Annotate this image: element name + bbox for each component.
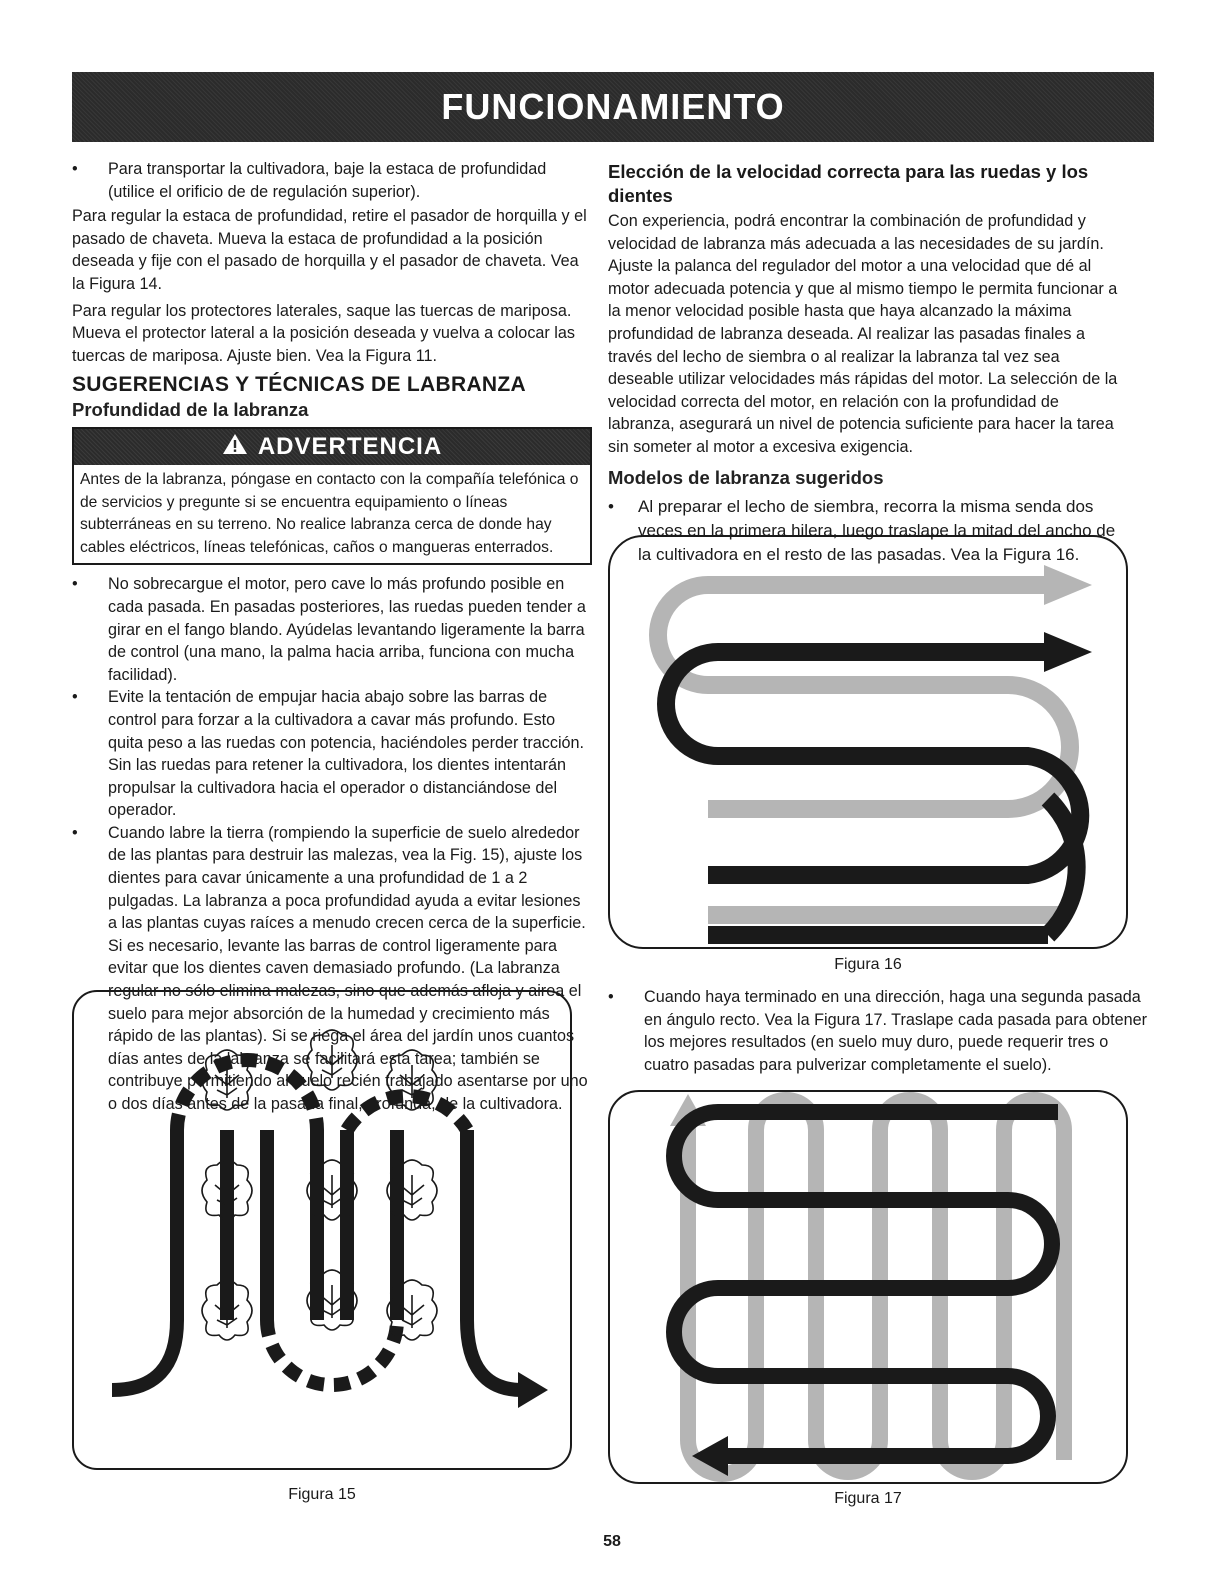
speed-paragraph: Con experiencia, podrá encontrar la combinación de profundidad y velocidad de labranza más adecuada a las necesidades de su jardín. Ajuste la palanca del regulador del motor a una velocidad que dé al motor adecuada potencia y que al mismo tiempo le permita funcionar a la menor velocidad posible hasta que haya alcanzado la máxima profundidad de labranza deseada. Al realizar las pasadas finales a través del lecho de siembra o al realizar la labranza tal vez sea deseable utilizar velocidades más rápidas del motor. La selección de la velocidad correcta del motor, en relación con la profundidad de labranza, asegurará un nivel de potencia suficiente para hacer la tarea sin someter al motor a excesiva exigencia. xyxy=(608,212,1118,456)
warning-header xyxy=(74,429,590,465)
tip-bullet-cultivate: • Cuando labre la tierra (rompiendo la superficie de suelo alrededor de las plantas para destruir las malezas, vea la Fig. 15), ajuste los dientes para cavar únicamente a una profundidad de 1 a 2 pulgadas. La labranza a poca profundidad ayuda a evitar lesiones a las plantas cuyas raíces a menudo crecen cerca de la superficie. Si es necesario, levante las barras de control ligeramente para evitar que los dientes caven demasiado profundo. (La labranza regular no sólo elimina malezas, sino que además afloja y airea el suelo para mejor absorción de la humedad y crecimiento más rápido de las plantas). Si se riega el área del jardín unos cuantos días antes de la labranza se facilitará esta tarea; también se contribuye permitiendo al suelo recién trabajado asentarse por uno o dos días antes de la pasada final, profunda, de la cultivadora. xyxy=(72,822,592,1116)
page-title: FUNCIONAMIENTO xyxy=(441,86,785,127)
side-shields-paragraph: Para regular los protectores laterales, saque las tuercas de mariposa. Mueva el protector lateral a la posición deseada y vuelva a colocar las tuercas de mariposa. Ajuste bien. Vea la Figura 11. xyxy=(72,301,575,365)
section-banner xyxy=(72,72,1154,142)
pattern-bullet-1: • Al preparar el lecho de siembra, recorra la misma senda dos veces en la primera hilera, luego traslape la mitad del ancho de la cultivadora en el resto de las pasadas. Vea la Figura 16. xyxy=(608,495,1128,567)
plant-icon xyxy=(307,1030,357,1090)
right-column xyxy=(608,160,1128,567)
figure-17-caption: Figura 17 xyxy=(834,1490,902,1507)
section-heading: SUGERENCIAS Y TÉCNICAS DE LABRANZA xyxy=(72,373,526,397)
pattern-bullet-2: • Cuando haya terminado en una dirección, haga una segunda pasada en ángulo recto. Vea la Figura 17. Traslape cada pasada para obtener los mejores resultados (en suelo muy duro, puede requerir tres o cuatro pasadas para pulverizar completamente el suelo). xyxy=(608,986,1154,1076)
figure-16 xyxy=(608,535,1128,951)
tip-bullet-overload: • No sobrecargue el motor, pero cave lo más profundo posible en cada pasada. En pasadas posteriores, las ruedas pueden tender a girar en el fango blando. Ayúdelas levantando ligeramente la barra de control (una mano, la palma hacia arriba, funciona con mucha facilidad). xyxy=(72,573,592,686)
warning-box xyxy=(72,427,592,565)
figure-15-caption: Figura 15 xyxy=(288,1486,356,1503)
tip-bullet-push: • Evite la tentación de empujar hacia abajo sobre las barras de control para forzar a la cultivadora a cavar más profundo. Esto quita peso a las ruedas con potencia, haciéndoles perder tracción. Sin las ruedas para retener la cultivadora, los dientes intentarán propulsar la cultivadora hacia el operador o distanciándose del operador. xyxy=(72,686,592,822)
figure-17 xyxy=(608,1090,1128,1486)
depth-stake-paragraph: Para regular la estaca de profundidad, retire el pasador de horquilla y el pasado de chaveta. Mueva la estaca de profundidad a la posición deseada y fije con el pasado de horquilla y el pasador de chaveta. Vea la Figura 14. xyxy=(72,207,587,293)
page-number: 58 xyxy=(603,1533,621,1550)
warning-text: Antes de la labranza, póngase en contacto con la compañía telefónica o de servicios y pregunte si se encuentra equipamiento o líneas subterráneas en su terreno. No realice labranza cerca de donde hay cables eléctricos, líneas telefónicas, caños o mangueras enterrados. xyxy=(80,471,579,556)
warning-triangle-icon xyxy=(222,433,248,462)
figure-15 xyxy=(72,990,572,1470)
patterns-heading: Modelos de labranza sugeridos xyxy=(608,466,884,488)
figure-16-caption: Figura 16 xyxy=(834,956,902,973)
speed-heading: Elección de la velocidad correcta para las ruedas y los dientes xyxy=(608,161,1089,206)
transport-bullet: • Para transportar la cultivadora, baje la estaca de profundidad (utilice el orificio de de regulación superior). xyxy=(72,158,592,203)
left-column xyxy=(72,158,592,1116)
subsection-heading: Profundidad de la labranza xyxy=(72,399,309,421)
warning-title: ADVERTENCIA xyxy=(257,433,443,461)
